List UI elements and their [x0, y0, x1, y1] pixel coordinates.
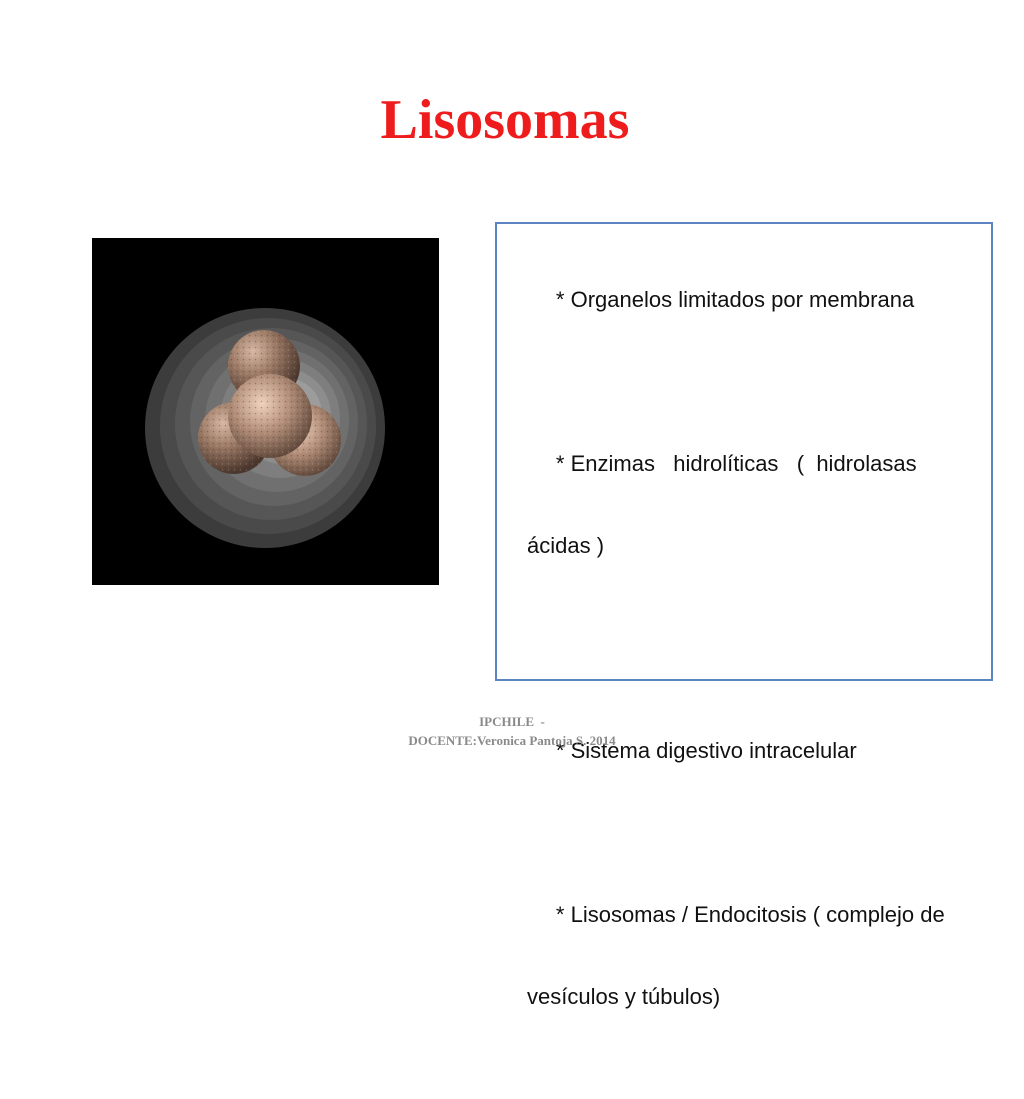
footer-teacher: DOCENTE:Veronica Pantoja S. 2014	[408, 733, 616, 748]
bullet-text: * Enzimas hidrolíticas ( hidrolasas	[555, 451, 917, 476]
slide-title: Lisosomas	[380, 89, 630, 151]
bullet-text: * Lisosomas / Endocitosis ( complejo de	[555, 902, 945, 927]
lysosome-illustration	[92, 238, 439, 585]
slide-footer	[0, 712, 1024, 750]
bullet-text-continuation: vesículos y túbulos)	[527, 984, 721, 1009]
bullet-item	[507, 853, 987, 1099]
bullet-item	[507, 689, 987, 812]
bullet-text-continuation: ácidas )	[527, 533, 605, 558]
bullet-text: * Organelos limitados por membrana	[555, 287, 915, 312]
footer-institution: IPCHILE -	[479, 714, 545, 729]
bullet-item	[507, 238, 987, 361]
bullet-list	[507, 238, 987, 1099]
bullet-item	[507, 402, 987, 648]
lysosome-graphic	[92, 238, 439, 585]
bullet-text: * Sistema digestivo intracelular	[555, 738, 857, 763]
